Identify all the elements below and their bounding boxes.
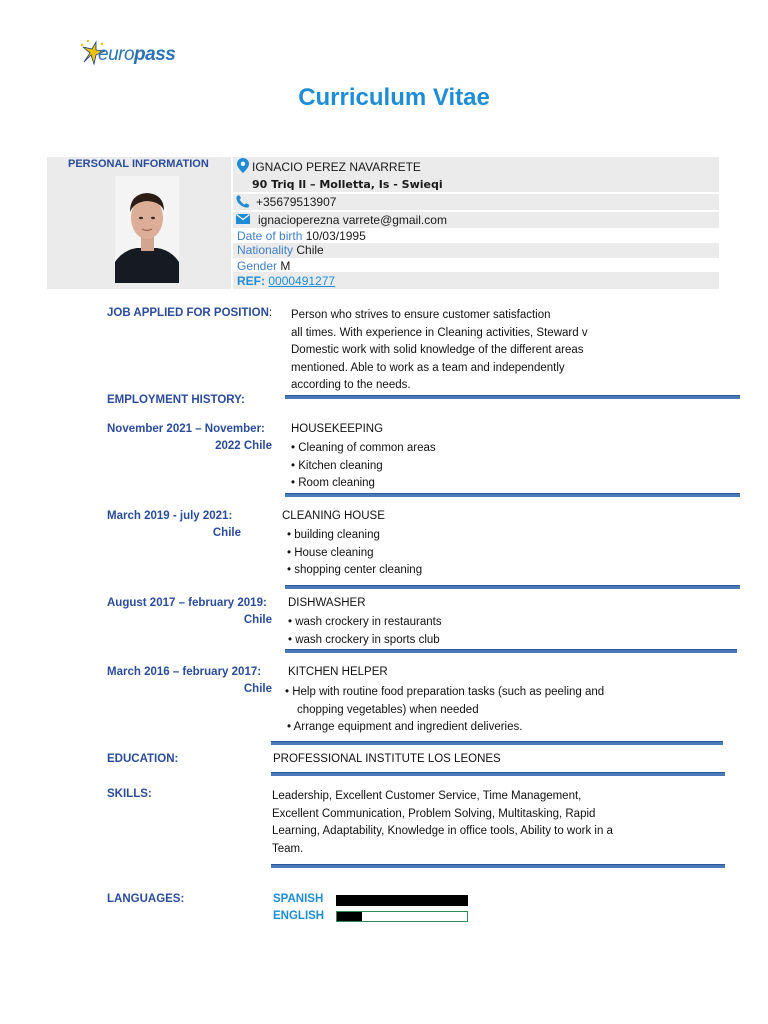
job-title: HOUSEKEEPING	[291, 423, 384, 435]
duty-item: • building cleaning	[287, 529, 380, 541]
phone-number: +35679513907	[256, 195, 337, 209]
gender-value: M	[280, 259, 291, 273]
job-title: CLEANING HOUSE	[282, 510, 385, 522]
section-divider	[271, 864, 725, 868]
full-name: IGNACIO PEREZ NAVARRETE	[252, 160, 421, 174]
envelope-icon	[236, 214, 250, 224]
job-title: DISHWASHER	[288, 597, 366, 609]
skills-line: Leadership, Excellent Customer Service, Time Management,	[272, 790, 582, 802]
personal-info-heading: PERSONAL INFORMATION	[68, 158, 209, 170]
date-of-birth	[237, 229, 366, 243]
job-date-location: Chile	[243, 683, 272, 695]
education-heading: EDUCATION:	[107, 753, 179, 765]
duty-item: • House cleaning	[287, 546, 374, 559]
dob-value: 10/03/1995	[305, 229, 366, 243]
summary-line: all times. With experience in Cleaning activities, Steward v	[291, 326, 588, 339]
summary-line: according to the needs.	[291, 379, 411, 392]
profile-photo	[115, 176, 179, 283]
language-name-spanish: SPANISH	[273, 893, 324, 905]
map-pin-icon	[237, 158, 249, 173]
section-divider	[285, 649, 737, 653]
europass-logo	[78, 38, 180, 70]
nationality-value: Chile	[296, 243, 324, 257]
summary-line: mentioned. Able to work as a team and independently	[291, 361, 565, 374]
ref-number-link[interactable]: 0000491277	[268, 274, 336, 288]
language-level-bar-spanish	[336, 895, 468, 906]
job-title: KITCHEN HELPER	[288, 666, 388, 678]
duty-item: • shopping center cleaning	[287, 564, 423, 577]
job-date-location: Chile	[212, 527, 241, 539]
section-divider	[285, 585, 740, 589]
job-date: August 2017 – february 2019:	[107, 597, 267, 609]
job-date-location: Chile	[243, 614, 272, 626]
job-duties	[285, 684, 604, 737]
section-divider	[271, 772, 725, 776]
duty-item: • wash crockery in sports club	[288, 633, 440, 646]
nationality	[237, 243, 324, 257]
page-title: Curriculum Vitae	[298, 84, 490, 111]
duty-item: • Cleaning of common areas	[291, 442, 436, 454]
duty-item: • Help with routine food preparation tasks (such as peeling and	[285, 686, 605, 698]
summary-line: Person who strives to ensure customer satisfaction	[291, 309, 551, 321]
job-duties	[291, 440, 436, 493]
section-divider	[285, 493, 740, 497]
gender	[237, 259, 290, 273]
nationality-label: Nationality	[237, 243, 294, 257]
section-divider	[271, 741, 723, 745]
skills-list	[272, 788, 613, 858]
job-date: March 2019 - july 2021:	[107, 510, 233, 522]
duty-item: • wash crockery in restaurants	[288, 616, 442, 628]
skills-line: Team.	[272, 842, 304, 855]
education-institution: PROFESSIONAL INSTITUTE LOS LEONES	[273, 753, 501, 765]
dob-label: Date of birth	[237, 229, 303, 243]
phone-icon	[236, 195, 250, 208]
job-applied-colon: :	[268, 307, 273, 319]
duty-item: • Kitchen cleaning	[291, 459, 383, 472]
reference	[237, 274, 335, 288]
job-applied-summary	[291, 307, 588, 395]
skills-line: Learning, Adaptability, Knowledge in office tools, Ability to work in a	[272, 825, 613, 838]
duty-item: • Room cleaning	[291, 477, 375, 490]
language-level-bar-english	[336, 911, 468, 922]
duty-item: chopping vegetables) when needed	[297, 703, 479, 716]
language-level-fill	[337, 912, 362, 921]
job-date: November 2021 – November:	[107, 423, 265, 435]
ref-label: REF:	[237, 274, 265, 288]
job-duties	[288, 614, 442, 649]
skills-line: Excellent Communication, Problem Solving, Multitasking, Rapid	[272, 807, 596, 820]
languages-heading: LANGUAGES:	[107, 893, 185, 905]
job-applied-label: JOB APPLIED FOR POSITION	[107, 307, 269, 319]
job-applied-heading	[107, 307, 272, 319]
section-divider	[285, 395, 740, 399]
job-date-location: 2022 Chile	[215, 440, 272, 452]
summary-line: Domestic work with solid knowledge of the different areas	[291, 344, 584, 357]
skills-heading: SKILLS:	[107, 788, 152, 800]
language-name-english: ENGLISH	[273, 910, 325, 922]
language-level-fill	[336, 895, 468, 906]
email-address: ignacioperezna varrete@gmail.com	[258, 213, 447, 227]
employment-history-heading: EMPLOYMENT HISTORY:	[107, 394, 245, 406]
gender-label: Gender	[237, 259, 278, 273]
job-duties	[287, 527, 422, 580]
duty-item: • Arrange equipment and ingredient deliveries.	[287, 721, 523, 734]
job-date: March 2016 – february 2017:	[107, 666, 262, 678]
europass-wordmark: europass	[98, 44, 176, 65]
address: 90 Triq Il – Molletta, Is - Swieqi	[252, 178, 443, 191]
